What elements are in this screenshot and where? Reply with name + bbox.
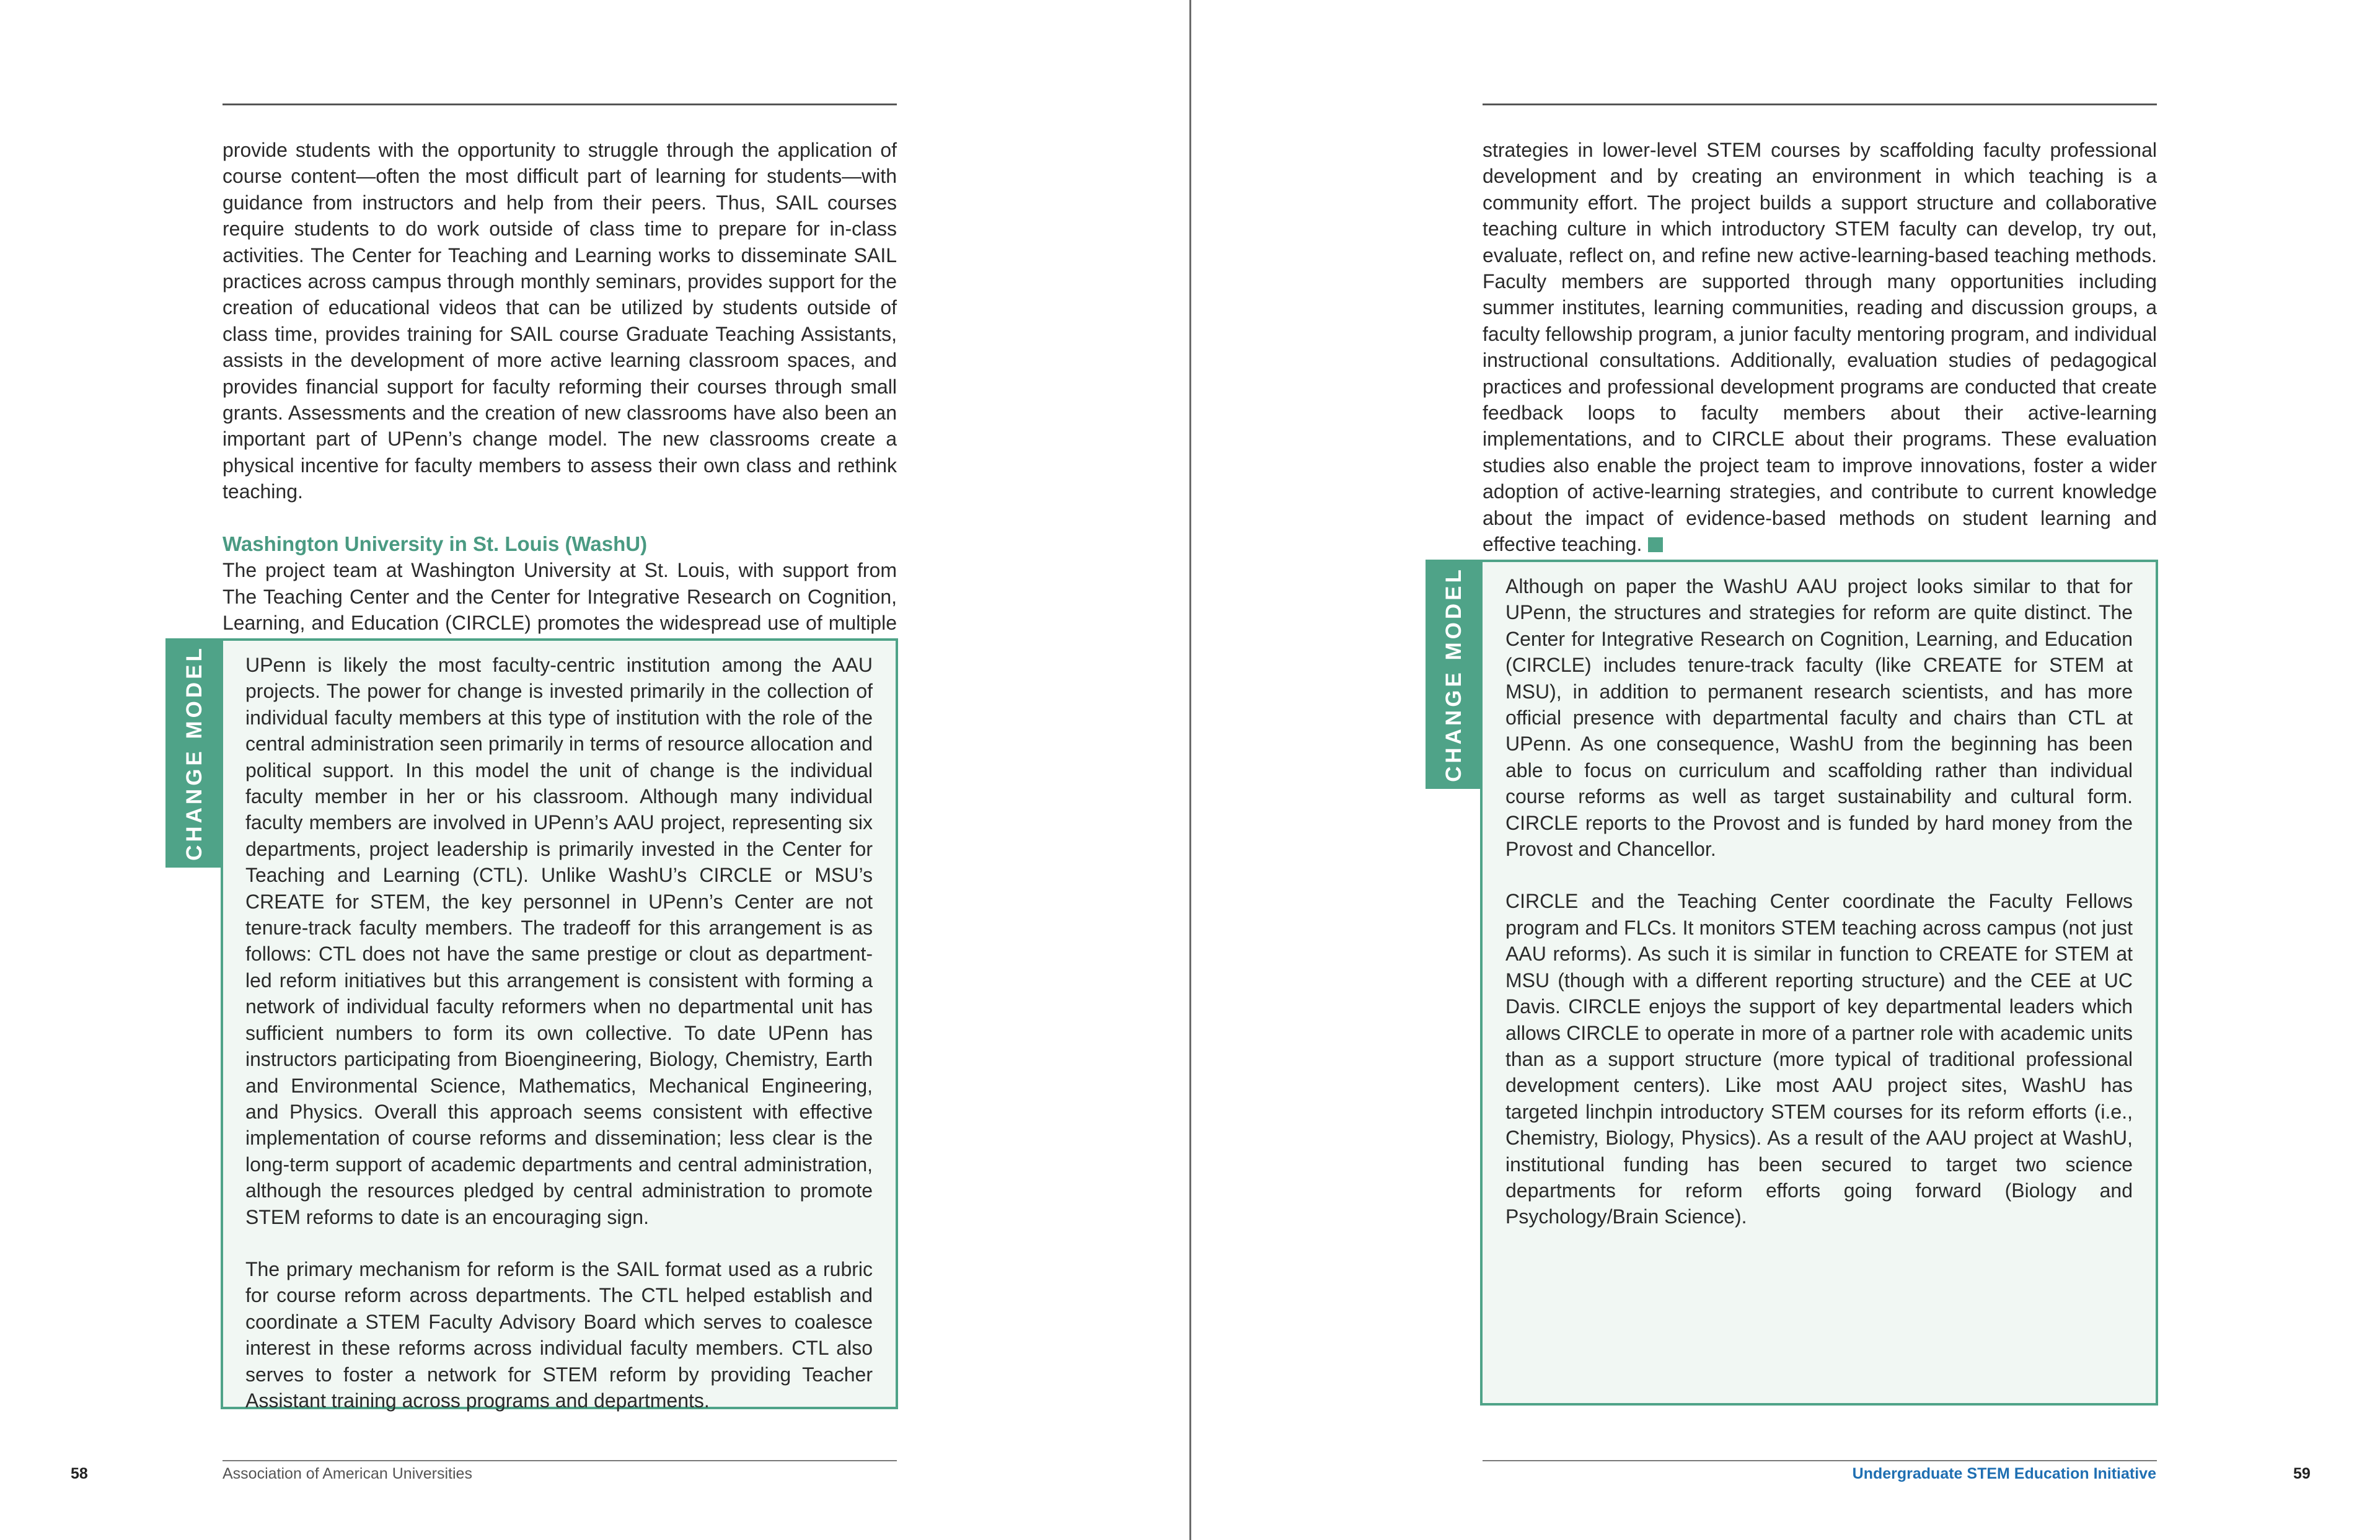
left-box-text <box>245 652 873 1414</box>
right-box-paragraph-1: Although on paper the WashU AAU project looks similar to that for UPenn, the structures and strategies for reform are quite distinct. The Center for Integrative Research on Cognition, Learning, and Education (CIRCLE) includes tenure-track faculty (like CREATE for STEM at MSU), in addition to permanent research scientists, and has more official presence with departmental faculty and chairs than CTL at UPenn. As one consequence, WashU from the beginning has been able to focus on curriculum and scaffolding rather than individual course reforms as well as target sustainability and cultural form. CIRCLE reports to the Provost and is funded by hard money from the Provost and Chancellor. <box>1505 575 2133 861</box>
left-change-model-tab <box>165 638 223 868</box>
section-heading-washu: Washington University in St. Louis (WashU) <box>223 532 648 555</box>
right-footer: Undergraduate STEM Education Initiative <box>1852 1465 2156 1482</box>
page-spine <box>1189 0 1191 1540</box>
end-mark-icon <box>1648 537 1663 552</box>
right-box-paragraph-2: CIRCLE and the Teaching Center coordinate the Faculty Fellows program and FLCs. It monitors STEM teaching across campus (not just AAU reforms). As such it is similar in function to CREATE for STEM at MSU (though with a different reporting structure) and the CEE at UC Davis. CIRCLE enjoys the support of key departmental leaders which allows CIRCLE to operate in more of a partner role with academic units than as a support structure (more typical of traditional professional development centers). Like most AAU project sites, WashU has targeted linchpin introductory STEM courses for its reform efforts (i.e., Chemistry, Biology, Physics). As a result of the AAU project at WashU, institutional funding has been secured to target two science departments for reform efforts going forward (Biology and Psychology/Brain Science). <box>1505 890 2133 1228</box>
right-change-model-label: CHANGE MODEL <box>1442 566 1466 782</box>
left-washu-paragraph: The project team at Washington University at St. Louis, with support from The Teaching Center and the Center for Integrative Research on Cognition, Learning, and Education (CIRCLE) promotes the widespread use of multiple <box>223 559 897 634</box>
right-intro-text: strategies in lower-level STEM courses by scaffolding faculty professional development and by creating an environment in which teaching is a community effort. The project builds a support structure and collaborative teaching culture in which introductory STEM faculty can develop, try out, evaluate, reflect on, and refine new active-learning-based teaching methods. Faculty members are supported through many opportunities including summer institutes, learning communities, reading and discussion groups, a faculty fellowship program, a junior faculty mentoring program, and individual instructional consultations. Additionally, evaluation studies of pedagogical practices and professional development programs are conducted that create feedback loops to faculty members about their active-learning implementations, and to CIRCLE about their programs. These evaluation studies also enable the project team to improve innovations, foster a wider adoption of active-learning strategies, and contribute to current knowledge about the impact of evidence-based methods on student learning and effective teaching. <box>1483 139 2157 556</box>
right-change-model-tab <box>1426 560 1483 789</box>
left-footer: Association of American Universities <box>223 1465 472 1482</box>
right-box-text <box>1505 573 2133 1230</box>
left-box-paragraph-1: UPenn is likely the most faculty-centric institution among the AAU projects. The power for change is invested primarily in the collection of individual faculty members at this type of institution with the role of the central administration seen primarily in terms of resource allocation and political support. In this model the unit of change is the individual faculty member in her or his classroom. Although many individual faculty members are involved in UPenn’s AAU project, representing six departments, project leadership is primarily invested in the Center for Teaching and Learning (CTL). Unlike WashU’s CIRCLE or MSU’s CREATE for STEM, the key personnel in UPenn’s Center are not tenure-track faculty members. The tradeoff for this arrangement is as follows: CTL does not have the same prestige or clout as department-led reform initiatives but this arrangement is consistent with forming a network of individual faculty reformers when no departmental unit has sufficient numbers to form its own collective. To date UPenn has instructors participating from Bioengineering, Biology, Chemistry, Earth and Environmental Science, Mathematics, Mechanical Engineering, and Physics. Overall this approach seems consistent with effective implementation of course reforms and dissemination; less clear is the long-term support of academic departments and central administration, although the resources pledged by central administration to promote STEM reforms to date is an encouraging sign. <box>245 654 873 1228</box>
left-change-model-label: CHANGE MODEL <box>182 645 206 861</box>
left-page-number: 58 <box>71 1465 88 1482</box>
left-bottom-rule <box>223 1460 897 1461</box>
left-text-column <box>223 137 897 662</box>
left-top-rule <box>223 103 897 105</box>
right-page-number: 59 <box>2293 1465 2311 1482</box>
right-intro-paragraph <box>1483 137 2157 558</box>
right-top-rule <box>1483 103 2157 105</box>
right-text-column <box>1483 137 2157 558</box>
right-bottom-rule <box>1483 1460 2157 1461</box>
left-intro-paragraph: provide students with the opportunity to struggle through the application of course content—often the most difficult part of learning for students—with guidance from instructors and help from their peers. Thus, SAIL courses require students to do work outside of class time to prepare for in-class activities. The Center for Teaching and Learning works to disseminate SAIL practices across campus through monthly seminars, provides support for the creation of educational videos that can be utilized by students outside of class time, provides training for SAIL course Graduate Teaching Assistants, assists in the development of more active learning classroom spaces, and provides financial support for faculty reforming their courses through small grants. Assessments and the creation of new classrooms have also been an important part of UPenn’s change model. The new classrooms create a physical incentive for faculty members to assess their own class and rethink teaching. <box>223 139 897 503</box>
left-box-paragraph-2: The primary mechanism for reform is the SAIL format used as a rubric for course reform across departments. The CTL helped establish and coordinate a STEM Faculty Advisory Board which serves to coalesce interest in these reforms across individual faculty members. CTL also serves to foster a network for STEM reform by providing Teacher Assistant training across programs and departments. <box>245 1257 873 1412</box>
